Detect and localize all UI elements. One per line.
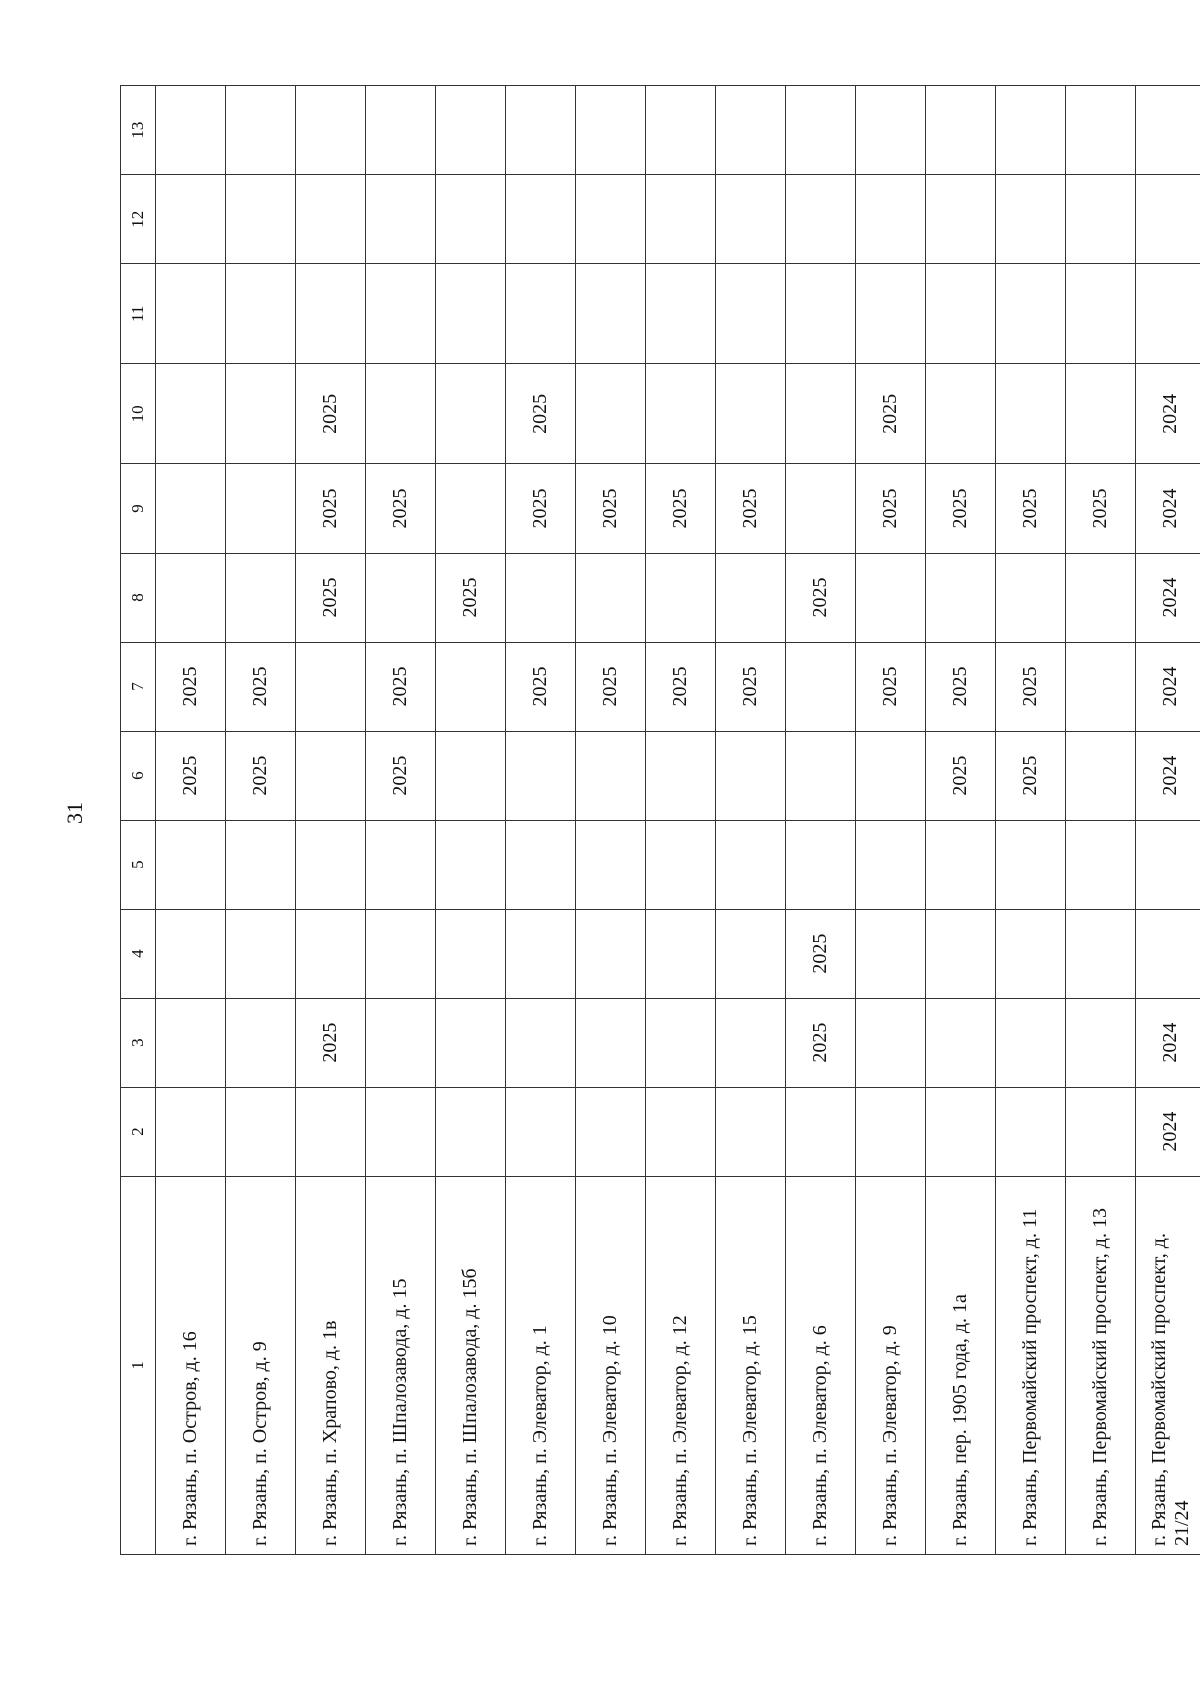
year-cell: 2025 bbox=[226, 642, 296, 731]
year-cell bbox=[506, 998, 576, 1087]
year-cell: 2024 bbox=[1136, 464, 1200, 553]
year-cell bbox=[646, 998, 716, 1087]
year-cell bbox=[716, 364, 786, 464]
year-cell bbox=[576, 909, 646, 998]
page-number: 31 bbox=[62, 802, 87, 824]
year-cell bbox=[226, 464, 296, 553]
year-cell bbox=[296, 909, 366, 998]
table-row bbox=[1136, 86, 1200, 1555]
year-cell bbox=[226, 909, 296, 998]
year-cell bbox=[296, 1087, 366, 1176]
year-cell: 2025 bbox=[576, 464, 646, 553]
year-cell: 2025 bbox=[926, 642, 996, 731]
table-row bbox=[786, 86, 856, 1555]
year-cell bbox=[436, 464, 506, 553]
year-cell bbox=[506, 175, 576, 264]
column-header-12: 12 bbox=[121, 175, 156, 264]
year-cell bbox=[1066, 998, 1136, 1087]
year-cell bbox=[156, 909, 226, 998]
year-cell bbox=[366, 86, 436, 175]
year-cell bbox=[996, 86, 1066, 175]
address-cell: г. Рязань, Первомайский проспект, д. 13 bbox=[1066, 1176, 1136, 1554]
year-cell bbox=[716, 553, 786, 642]
year-cell bbox=[576, 1087, 646, 1176]
year-cell: 2025 bbox=[926, 731, 996, 820]
year-cell bbox=[786, 464, 856, 553]
year-cell bbox=[1066, 909, 1136, 998]
year-cell bbox=[156, 553, 226, 642]
year-cell: 2025 bbox=[226, 731, 296, 820]
year-cell bbox=[856, 820, 926, 909]
column-header-6: 6 bbox=[121, 731, 156, 820]
year-cell bbox=[856, 1087, 926, 1176]
year-cell bbox=[716, 998, 786, 1087]
year-cell bbox=[996, 1087, 1066, 1176]
year-cell bbox=[716, 820, 786, 909]
year-cell bbox=[576, 553, 646, 642]
year-cell bbox=[856, 264, 926, 364]
table-row bbox=[296, 86, 366, 1555]
year-cell bbox=[1066, 553, 1136, 642]
year-cell bbox=[226, 998, 296, 1087]
year-cell bbox=[926, 998, 996, 1087]
address-cell: г. Рязань, Первомайский проспект, д. 11 bbox=[996, 1176, 1066, 1554]
year-cell bbox=[646, 553, 716, 642]
year-cell bbox=[506, 909, 576, 998]
year-cell bbox=[1066, 264, 1136, 364]
year-cell bbox=[996, 175, 1066, 264]
year-cell bbox=[226, 364, 296, 464]
year-cell: 2025 bbox=[716, 642, 786, 731]
year-cell bbox=[996, 553, 1066, 642]
column-header-7: 7 bbox=[121, 642, 156, 731]
year-cell bbox=[366, 264, 436, 364]
table-row bbox=[436, 86, 506, 1555]
year-cell: 2025 bbox=[366, 464, 436, 553]
year-cell bbox=[856, 731, 926, 820]
year-cell bbox=[576, 86, 646, 175]
year-cell bbox=[646, 820, 716, 909]
column-header-11: 11 bbox=[121, 264, 156, 364]
year-cell bbox=[156, 86, 226, 175]
year-cell bbox=[996, 364, 1066, 464]
table-row bbox=[576, 86, 646, 1555]
year-cell bbox=[996, 820, 1066, 909]
year-cell bbox=[786, 86, 856, 175]
year-cell bbox=[1066, 364, 1136, 464]
column-header-4: 4 bbox=[121, 909, 156, 998]
year-cell bbox=[436, 364, 506, 464]
column-header-3: 3 bbox=[121, 998, 156, 1087]
year-cell bbox=[716, 86, 786, 175]
year-cell: 2024 bbox=[1136, 364, 1200, 464]
year-cell bbox=[436, 820, 506, 909]
year-cell bbox=[436, 731, 506, 820]
year-cell bbox=[786, 642, 856, 731]
year-cell bbox=[1066, 86, 1136, 175]
year-cell: 2025 bbox=[786, 553, 856, 642]
column-header-1: 1 bbox=[121, 1176, 156, 1554]
year-cell bbox=[926, 364, 996, 464]
table-body bbox=[156, 86, 1200, 1555]
year-cell: 2025 bbox=[856, 464, 926, 553]
column-header-9: 9 bbox=[121, 464, 156, 553]
year-cell bbox=[856, 553, 926, 642]
year-cell bbox=[996, 909, 1066, 998]
address-cell: г. Рязань, п. Остров, д. 16 bbox=[156, 1176, 226, 1554]
year-cell: 2025 bbox=[996, 731, 1066, 820]
year-cell bbox=[1136, 86, 1200, 175]
year-cell: 2025 bbox=[296, 553, 366, 642]
year-cell bbox=[786, 731, 856, 820]
year-cell: 2025 bbox=[856, 642, 926, 731]
year-cell bbox=[1136, 820, 1200, 909]
year-cell bbox=[436, 998, 506, 1087]
year-cell bbox=[296, 86, 366, 175]
year-cell bbox=[436, 175, 506, 264]
table-row bbox=[926, 86, 996, 1555]
year-cell bbox=[296, 731, 366, 820]
year-cell bbox=[856, 909, 926, 998]
year-cell bbox=[716, 1087, 786, 1176]
year-cell: 2025 bbox=[716, 464, 786, 553]
year-cell bbox=[156, 820, 226, 909]
table-row bbox=[716, 86, 786, 1555]
address-cell: г. Рязань, п. Элеватор, д. 9 bbox=[856, 1176, 926, 1554]
year-cell bbox=[646, 175, 716, 264]
year-cell: 2025 bbox=[646, 464, 716, 553]
year-cell bbox=[366, 820, 436, 909]
year-cell bbox=[646, 1087, 716, 1176]
year-cell bbox=[856, 86, 926, 175]
year-cell bbox=[786, 175, 856, 264]
column-header-8: 8 bbox=[121, 553, 156, 642]
year-cell bbox=[646, 364, 716, 464]
year-cell: 2025 bbox=[156, 731, 226, 820]
year-cell bbox=[156, 998, 226, 1087]
year-cell bbox=[576, 731, 646, 820]
year-cell bbox=[156, 464, 226, 553]
year-cell: 2025 bbox=[646, 642, 716, 731]
year-cell bbox=[646, 909, 716, 998]
address-cell: г. Рязань, п. Остров, д. 9 bbox=[226, 1176, 296, 1554]
year-cell bbox=[786, 820, 856, 909]
table-row bbox=[646, 86, 716, 1555]
address-cell: г. Рязань, Первомайский проспект, д. 21/24 bbox=[1136, 1176, 1200, 1554]
year-cell: 2025 bbox=[296, 464, 366, 553]
year-cell bbox=[226, 86, 296, 175]
year-cell bbox=[156, 175, 226, 264]
year-cell bbox=[226, 264, 296, 364]
year-cell bbox=[366, 175, 436, 264]
year-cell bbox=[156, 264, 226, 364]
year-cell bbox=[156, 364, 226, 464]
year-cell bbox=[786, 1087, 856, 1176]
year-cell bbox=[926, 820, 996, 909]
year-cell bbox=[506, 86, 576, 175]
table-row bbox=[156, 86, 226, 1555]
year-cell bbox=[856, 998, 926, 1087]
year-cell bbox=[1066, 820, 1136, 909]
year-cell: 2024 bbox=[1136, 642, 1200, 731]
year-cell bbox=[646, 86, 716, 175]
year-cell: 2025 bbox=[996, 642, 1066, 731]
year-cell bbox=[576, 364, 646, 464]
year-cell: 2025 bbox=[786, 998, 856, 1087]
year-cell bbox=[646, 731, 716, 820]
year-cell: 2025 bbox=[296, 998, 366, 1087]
rotated-table-wrapper bbox=[120, 85, 1193, 1555]
year-cell bbox=[436, 264, 506, 364]
year-cell bbox=[1066, 642, 1136, 731]
address-cell: г. Рязань, п. Элеватор, д. 6 bbox=[786, 1176, 856, 1554]
year-cell bbox=[926, 175, 996, 264]
address-cell: г. Рязань, п. Храпово, д. 1в bbox=[296, 1176, 366, 1554]
column-header-10: 10 bbox=[121, 364, 156, 464]
year-cell bbox=[576, 820, 646, 909]
year-cell bbox=[926, 553, 996, 642]
year-cell bbox=[296, 264, 366, 364]
year-cell bbox=[786, 364, 856, 464]
column-header-13: 13 bbox=[121, 86, 156, 175]
year-cell bbox=[926, 86, 996, 175]
table-header bbox=[121, 86, 156, 1555]
year-cell bbox=[926, 1087, 996, 1176]
year-cell bbox=[436, 86, 506, 175]
address-cell: г. Рязань, пер. 1905 года, д. 1а bbox=[926, 1176, 996, 1554]
year-cell bbox=[296, 175, 366, 264]
year-cell bbox=[926, 909, 996, 998]
table-row bbox=[1066, 86, 1136, 1555]
year-cell: 2024 bbox=[1136, 553, 1200, 642]
year-cell bbox=[436, 909, 506, 998]
year-cell bbox=[366, 364, 436, 464]
year-cell: 2024 bbox=[1136, 1087, 1200, 1176]
year-cell: 2025 bbox=[926, 464, 996, 553]
year-cell bbox=[156, 1087, 226, 1176]
year-cell bbox=[366, 1087, 436, 1176]
year-cell bbox=[1136, 264, 1200, 364]
table-row bbox=[996, 86, 1066, 1555]
year-cell: 2025 bbox=[366, 642, 436, 731]
year-cell bbox=[1066, 1087, 1136, 1176]
address-cell: г. Рязань, п. Шпалозавода, д. 15 bbox=[366, 1176, 436, 1554]
year-cell: 2025 bbox=[506, 364, 576, 464]
header-row bbox=[121, 86, 156, 1555]
year-cell bbox=[576, 175, 646, 264]
year-cell bbox=[506, 820, 576, 909]
column-header-5: 5 bbox=[121, 820, 156, 909]
year-cell: 2025 bbox=[506, 642, 576, 731]
address-cell: г. Рязань, п. Элеватор, д. 12 bbox=[646, 1176, 716, 1554]
year-cell bbox=[716, 731, 786, 820]
year-cell bbox=[716, 264, 786, 364]
year-cell bbox=[996, 264, 1066, 364]
year-cell bbox=[1136, 909, 1200, 998]
year-cell bbox=[506, 731, 576, 820]
year-cell bbox=[1066, 175, 1136, 264]
year-cell bbox=[366, 553, 436, 642]
year-cell bbox=[716, 175, 786, 264]
year-cell: 2025 bbox=[996, 464, 1066, 553]
year-cell bbox=[296, 820, 366, 909]
year-cell bbox=[226, 553, 296, 642]
address-cell: г. Рязань, п. Элеватор, д. 1 bbox=[506, 1176, 576, 1554]
year-cell bbox=[1136, 175, 1200, 264]
year-cell bbox=[506, 264, 576, 364]
year-cell: 2025 bbox=[576, 642, 646, 731]
table-row bbox=[226, 86, 296, 1555]
year-cell: 2025 bbox=[856, 364, 926, 464]
address-cell: г. Рязань, п. Элеватор, д. 10 bbox=[576, 1176, 646, 1554]
year-cell: 2025 bbox=[436, 553, 506, 642]
year-cell: 2025 bbox=[366, 731, 436, 820]
year-cell bbox=[856, 175, 926, 264]
year-cell: 2025 bbox=[296, 364, 366, 464]
year-cell bbox=[226, 820, 296, 909]
year-cell bbox=[506, 1087, 576, 1176]
year-cell bbox=[786, 264, 856, 364]
schedule-table bbox=[120, 85, 1200, 1555]
year-cell bbox=[296, 642, 366, 731]
year-cell bbox=[576, 998, 646, 1087]
year-cell: 2025 bbox=[506, 464, 576, 553]
year-cell bbox=[1066, 731, 1136, 820]
year-cell bbox=[366, 998, 436, 1087]
table-row bbox=[856, 86, 926, 1555]
year-cell bbox=[436, 1087, 506, 1176]
year-cell bbox=[996, 998, 1066, 1087]
address-cell: г. Рязань, п. Шпалозавода, д. 15б bbox=[436, 1176, 506, 1554]
column-header-2: 2 bbox=[121, 1087, 156, 1176]
address-cell: г. Рязань, п. Элеватор, д. 15 bbox=[716, 1176, 786, 1554]
year-cell bbox=[926, 264, 996, 364]
year-cell bbox=[646, 264, 716, 364]
year-cell bbox=[226, 1087, 296, 1176]
table-row bbox=[366, 86, 436, 1555]
table-row bbox=[506, 86, 576, 1555]
year-cell: 2025 bbox=[156, 642, 226, 731]
year-cell: 2024 bbox=[1136, 998, 1200, 1087]
year-cell bbox=[716, 909, 786, 998]
year-cell: 2024 bbox=[1136, 731, 1200, 820]
year-cell: 2025 bbox=[786, 909, 856, 998]
year-cell bbox=[506, 553, 576, 642]
year-cell bbox=[436, 642, 506, 731]
year-cell bbox=[366, 909, 436, 998]
year-cell bbox=[226, 175, 296, 264]
year-cell: 2025 bbox=[1066, 464, 1136, 553]
year-cell bbox=[576, 264, 646, 364]
